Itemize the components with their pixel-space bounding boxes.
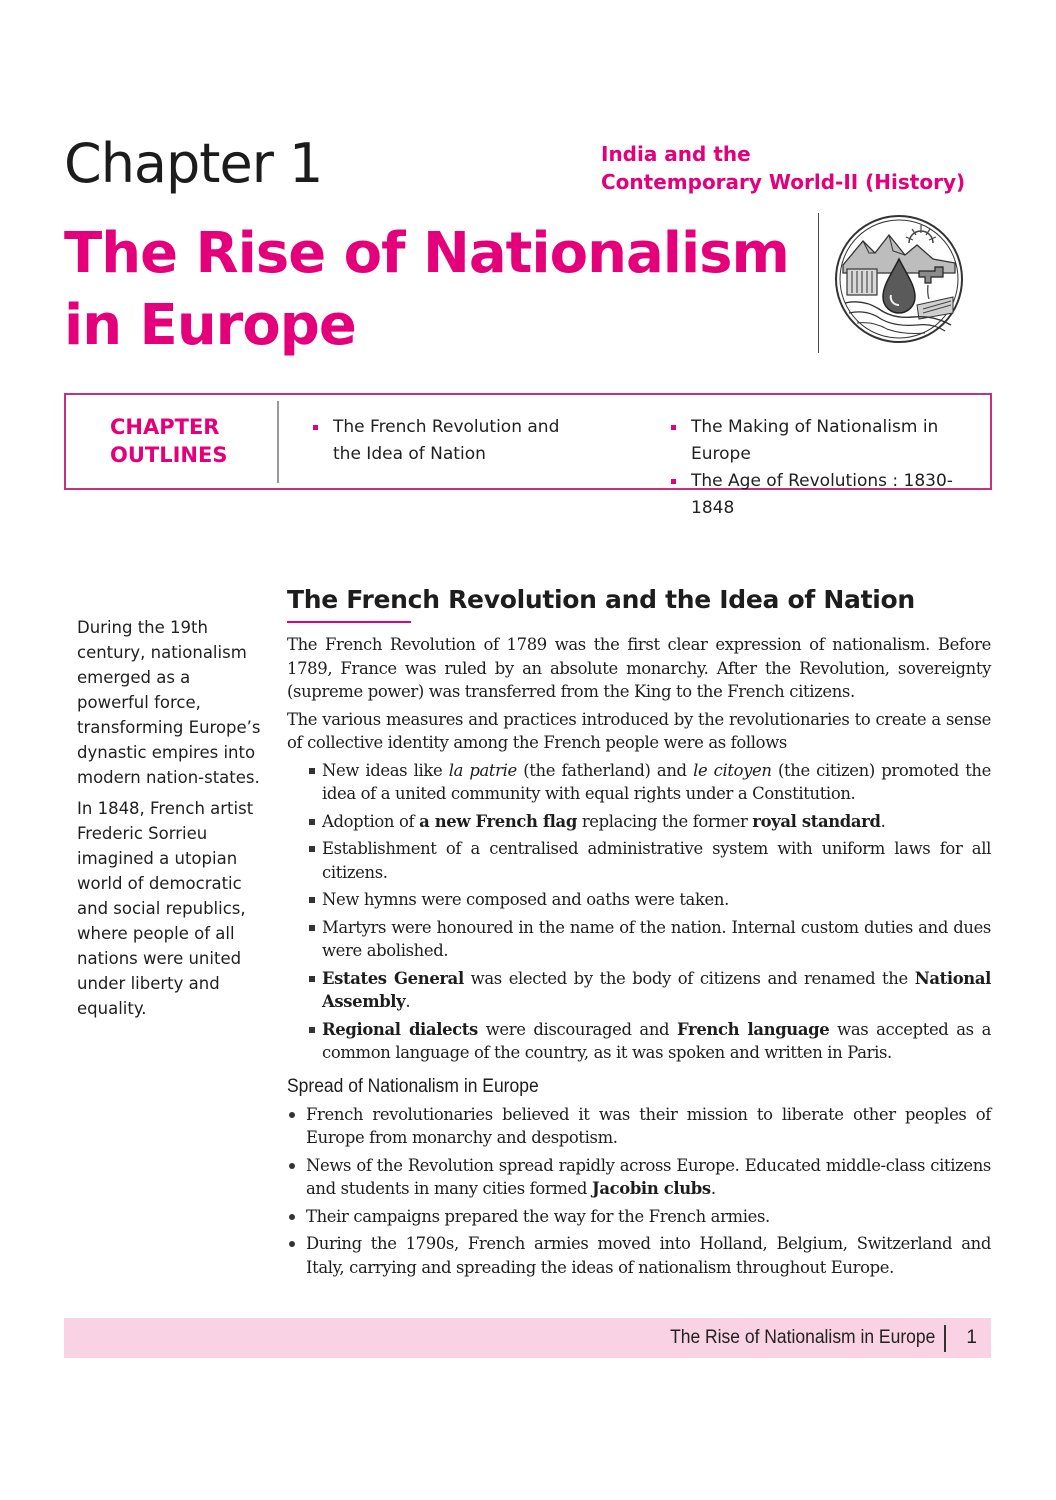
book-title bbox=[601, 140, 1001, 196]
body-paragraph: The French Revolution of 1789 was the first clear expression of nationalism. Before 1789, France was ruled by an absolute monarchy. After the Revolution, sovereignty (supreme power) was transferred from the King to the French citizens. bbox=[287, 635, 991, 701]
outline-column bbox=[671, 414, 991, 522]
outline-item: The Age of Revolutions : 1830-1848 bbox=[671, 468, 991, 522]
list-item: Estates General was elected by the body of citizens and renamed the National Assembly. bbox=[287, 967, 991, 1014]
landscape-emblem-icon bbox=[833, 213, 965, 345]
running-title: The Rise of Nationalism in Europe bbox=[669, 1327, 935, 1348]
page-footer bbox=[64, 1318, 991, 1358]
list-item: New hymns were composed and oaths were taken. bbox=[287, 888, 991, 912]
list-item: Establishment of a centralised administrative system with uniform laws for all citizens. bbox=[287, 837, 991, 884]
spread-list bbox=[287, 1103, 991, 1280]
sidebar-paragraph: During the 19th century, nationalism emerged as a powerful force, transforming Europe’s dynastic empires into modern nation-states. bbox=[77, 618, 261, 787]
outline-column bbox=[313, 414, 573, 468]
body-paragraph: The various measures and practices introduced by the revolutionaries to create a sense of collective identity among the French people were as follows bbox=[287, 709, 991, 752]
list-item: Martyrs were honoured in the name of the nation. Internal custom duties and dues were abolished. bbox=[287, 916, 991, 963]
list-item: Regional dialects were discouraged and French language was accepted as a common language of the country, as it was spoken and written in Paris. bbox=[287, 1018, 991, 1065]
list-item: French revolutionaries believed it was their mission to liberate other peoples of Europe from monarchy and despotism. bbox=[287, 1103, 991, 1150]
chapter-outlines-box bbox=[64, 393, 992, 518]
book-title-line: Contemporary World-II (History) bbox=[601, 170, 966, 194]
subsection-title: Spread of Nationalism in Europe bbox=[287, 1075, 539, 1097]
measures-list bbox=[287, 759, 991, 1065]
page-number: 1 bbox=[966, 1327, 977, 1348]
outline-item: The Making of Nationalism in Europe bbox=[671, 414, 991, 468]
chapter-outlines-heading: CHAPTER OUTLINES bbox=[110, 415, 228, 467]
outline-divider bbox=[277, 401, 279, 483]
list-item: News of the Revolution spread rapidly across Europe. Educated middle-class citizens and students in many cities formed Jacobin clubs. bbox=[287, 1154, 991, 1201]
book-title-line: India and the bbox=[601, 142, 751, 166]
section-title-underline bbox=[287, 621, 411, 623]
sidebar-paragraph: In 1848, French artist Frederic Sorrieu imagined a utopian world of democratic and social republics, where people of all nations were united under liberty and equality. bbox=[77, 799, 254, 1018]
list-item: New ideas like la patrie (the fatherland) and le citoyen (the citizen) promoted the idea of a united community with equal rights under a Constitution. bbox=[287, 759, 991, 806]
chapter-title-line: The Rise of Nationalism bbox=[64, 221, 789, 286]
list-item: Adoption of a new French flag replacing the former royal standard. bbox=[287, 810, 991, 834]
main-content bbox=[287, 582, 991, 1283]
sidebar-note bbox=[77, 615, 267, 1027]
footer-divider bbox=[944, 1325, 946, 1352]
list-item: During the 1790s, French armies moved into Holland, Belgium, Switzerland and Italy, carrying and spreading the ideas of nationalism throughout Europe. bbox=[287, 1232, 991, 1279]
outline-item: The French Revolution and the Idea of Nation bbox=[313, 414, 573, 468]
emblem-divider bbox=[818, 213, 819, 353]
list-item: Their campaigns prepared the way for the French armies. bbox=[287, 1205, 991, 1229]
section-title: The French Revolution and the Idea of Nation bbox=[287, 585, 915, 614]
chapter-title bbox=[64, 218, 804, 362]
chapter-title-line: in Europe bbox=[64, 293, 356, 358]
chapter-number: Chapter 1 bbox=[64, 132, 323, 195]
